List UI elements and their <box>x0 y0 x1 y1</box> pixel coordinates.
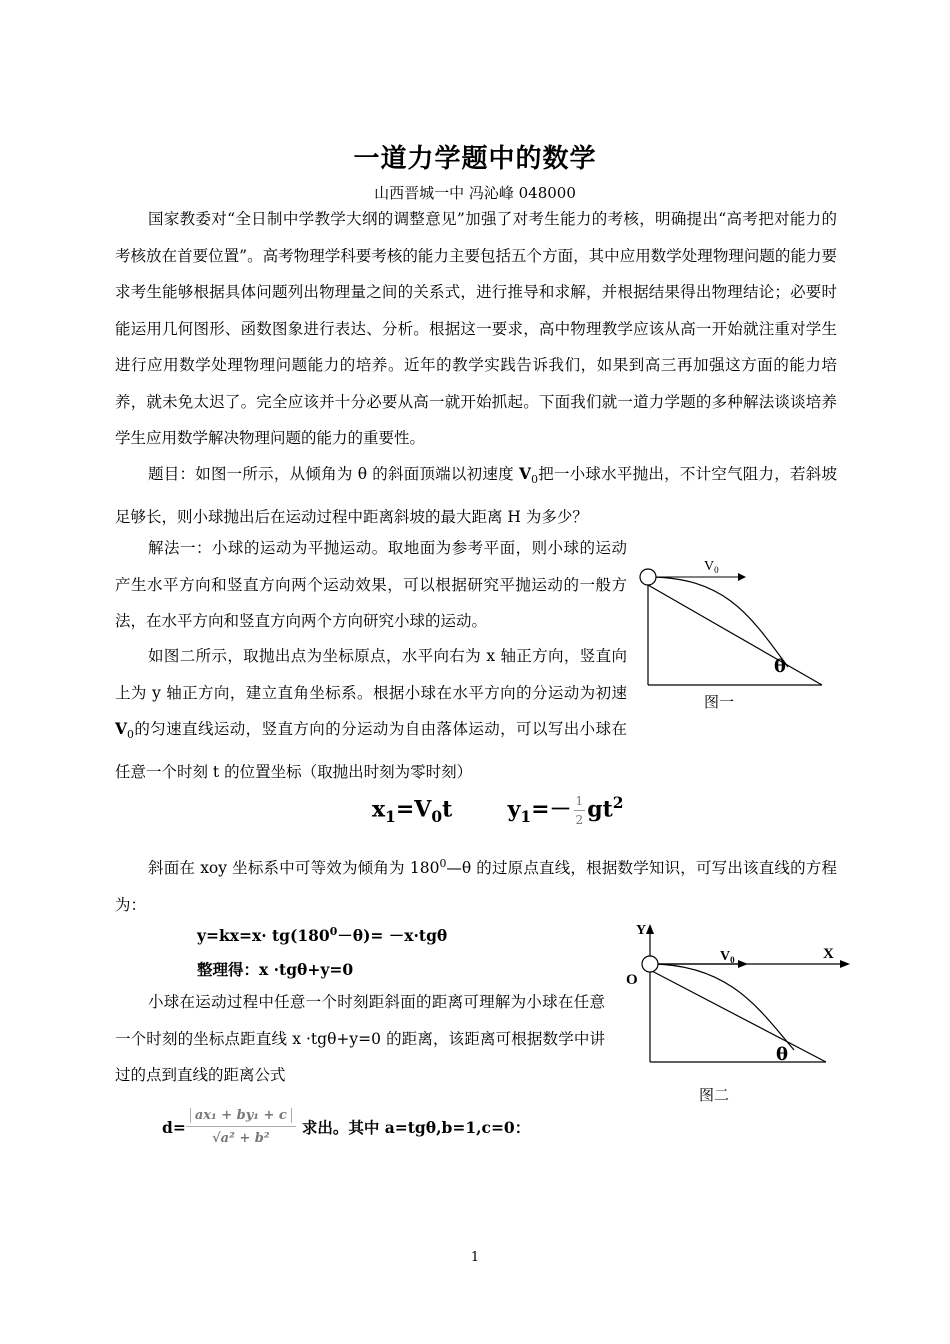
fig2-v0-label: $V_0$ <box>720 949 735 965</box>
coordinate-paragraph: 如图二所示，取抛出点为坐标原点，水平向右为 x 轴正方向，竖直向上为 y 轴正方向，建立直角坐标系。根据小球在水平方向的分运动为初速 $V_0$的匀速直线运动，竖直方向的分运动为自由落体运动，可以写出小球在任意一个时刻 t 的位置坐标（取抛出时刻为零时刻） <box>115 647 627 781</box>
fig2-x-arrowhead <box>840 960 850 968</box>
position-formula: $x_1=V_0t$ $y_1=-$ $\frac{1}{2}$ $gt^2$ <box>372 794 624 827</box>
fig1-ball <box>640 569 656 585</box>
distance-fraction: $\frac{\text{ax₁ + by₁ + c}}{\text{√a² + b²}}$ <box>186 1108 296 1146</box>
slope-paragraph: 斜面在 xoy 坐标系中可等效为倾角为 $180^0—\theta$ 的过原点直线，根据数学知识，可写出该直线的方程为： <box>115 857 837 914</box>
intro-paragraph: 国家教委对“全日制中学教学大纲的调整意见”加强了对考生能力的考核，明确提出“高考把对能力的考核放在首要位置”。高考物理学科要考核的能力主要包括五个方面，其中应用数学处理物理问题的能力要求考生能够根据具体问题列出物理量之间的关系式，进行推导和求解，并根据结果得出物理结论；必要时能运用几何图形、函数图象进行表达、分析。根据这一要求，高中物理教学应该从高一开始就注重对学生进行应用数学处理物理问题能力的培养。近年的教学实践告诉我们，如果到高三再加强这方面的能力培养，就未免太迟了。完全应该并十分必要从高一就开始抓起。下面我们就一道力学题的多种解法谈谈培养学生应用数学解决物理问题的能力的重要性。 <box>115 210 837 447</box>
fig2-ball <box>642 956 658 972</box>
distance-formula: d= $\frac{\text{ax₁ + by₁ + c}}{\text{√a² + b²}}$ 求出。其中 a=tgθ,b=1,c=0： <box>162 1108 531 1146</box>
fig2-y-label: Y <box>636 923 647 938</box>
fig2-y-arrowhead <box>646 924 654 934</box>
author-line: 山西晋城一中 冯沁峰 048000 <box>374 184 576 202</box>
problem-paragraph: 题目：如图一所示，从倾角为 θ 的斜面顶端以初速度 $V_0$把一小球水平抛出，不计空气阻力，若斜坡足够长，则小球抛出后在运动过程中距离斜坡的最大距离 H 为多少？ <box>115 464 837 526</box>
fig1-incline <box>648 585 822 685</box>
fig1-theta-label: θ <box>774 656 787 677</box>
fig1-caption: 图一 <box>704 693 735 711</box>
fig2-theta-label: θ <box>776 1044 789 1065</box>
fig1-arrowhead <box>738 573 746 581</box>
figure-one <box>630 555 830 695</box>
solution1-paragraph: 解法一：小球的运动为平抛运动。取地面为参考平面，则小球的运动产生水平方向和竖直方向两个运动效果，可以根据研究平抛运动的一般方法，在水平方向和竖直方向两个方向研究小球的运动。 <box>115 539 627 630</box>
fig2-x-label: X <box>823 946 834 962</box>
fig2-origin-label: O <box>626 972 638 988</box>
figure-two <box>620 920 860 1080</box>
distance-paragraph: 小球在运动过程中任意一个时刻距斜面的距离可理解为小球在任意一个时刻的坐标点距直线 x ·tgθ+y=0 的距离，该距离可根据数学中讲过的点到直线的距离公式 <box>115 993 605 1084</box>
page-title: 一道力学题中的数学 <box>353 144 597 174</box>
page-number: 1 <box>470 1250 480 1265</box>
line-equation-simplified: 整理得：x ·tgθ+y=0 <box>197 960 354 979</box>
fig1-v0-label: $V_0$ <box>704 559 719 575</box>
fig2-velocity-arrowhead <box>738 960 748 968</box>
fig2-caption: 图二 <box>699 1086 730 1104</box>
line-equation: $y=kx=x\cdot tg(180^0-\theta)= -x\cdot tg\theta$ <box>197 924 448 945</box>
fig2-incline <box>650 970 826 1062</box>
one-half-fraction: $\frac{1}{2}$ <box>575 794 584 827</box>
